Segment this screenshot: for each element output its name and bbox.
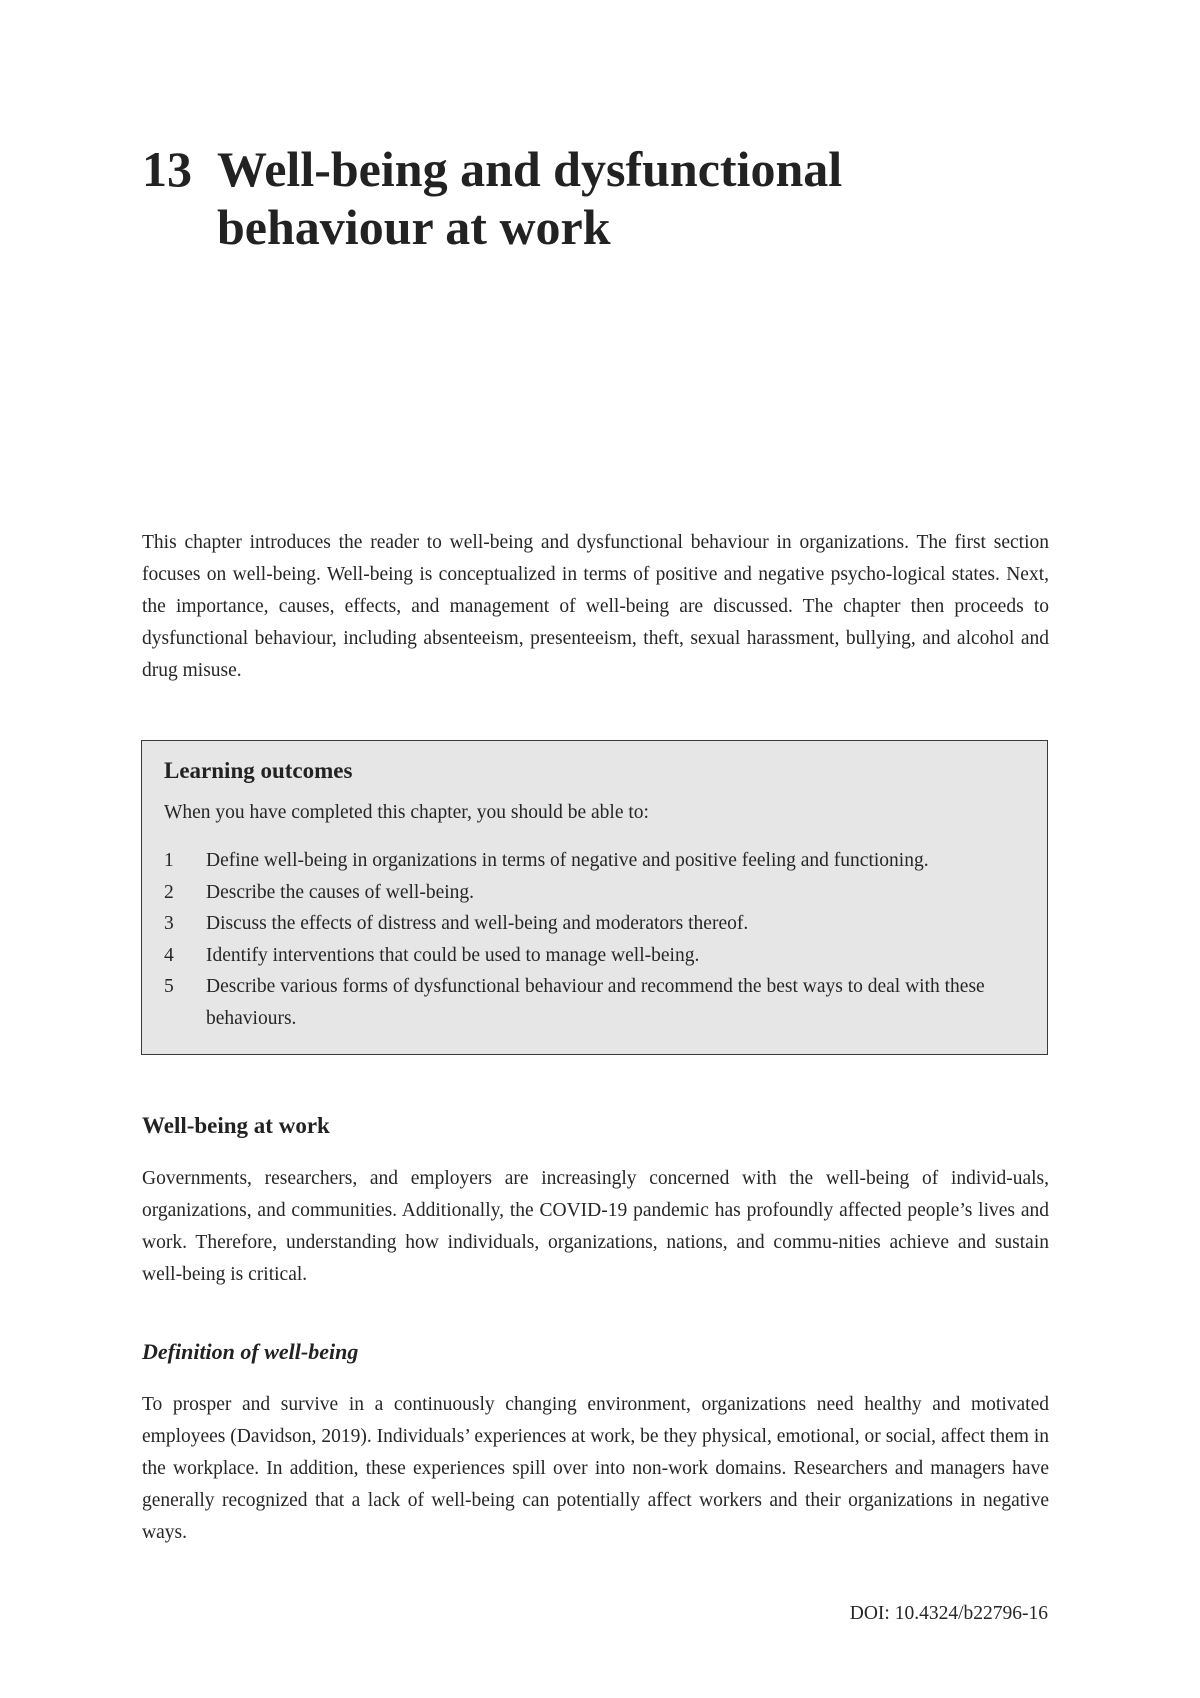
outcome-text: Identify interventions that could be used to manage well-being. <box>206 944 700 966</box>
learning-outcomes-title: Learning outcomes <box>164 758 353 783</box>
learning-outcome-item <box>164 940 1027 972</box>
chapter-number: 13 <box>142 141 192 197</box>
learning-outcome-item <box>164 877 1027 909</box>
learning-outcome-item <box>164 971 1027 1034</box>
outcome-number: 2 <box>164 881 174 903</box>
outcome-number: 3 <box>164 913 174 934</box>
outcome-number: 5 <box>164 976 174 997</box>
learning-outcome-item <box>164 845 1027 877</box>
learning-outcomes-list <box>164 845 1027 1034</box>
learning-outcomes-box <box>141 740 1048 1055</box>
chapter-title: Well-being and dysfunctional behaviour at work <box>217 141 843 255</box>
outcome-text: Define well-being in organizations in terms of negative and positive feeling and functioning. <box>206 850 929 871</box>
outcome-text: Describe various forms of dysfunctional behaviour and recommend the best ways to deal with these behaviours. <box>206 976 985 1029</box>
subsection-paragraph: To prosper and survive in a continuously changing environment, organizations need healthy and motivated employees (Davidson, 2019). Individuals’ experiences at work, be they physical, emotional, or social, affect them in the workplace. In addition, these experiences spill over into non-work domains. Researchers and managers have generally recognized that a lack of well-being can potentially affect workers and their organizations in negative ways. <box>142 1394 1049 1543</box>
learning-outcome-item <box>164 908 1027 940</box>
section-heading: Well-being at work <box>142 1113 330 1138</box>
chapter-heading <box>142 140 1042 256</box>
section-paragraph: Governments, researchers, and employers are increasingly concerned with the well-being of individ-uals, organizations, and communities. Additionally, the COVID-19 pandemic has profoundly affected people’s lives and work. Therefore, understanding how individuals, organizations, nations, and commu-nities achieve and sustain well-being is critical. <box>142 1168 1049 1285</box>
intro-paragraph: This chapter introduces the reader to well-being and dysfunctional behaviour in organizations. The first section focuses on well-being. Well-being is conceptualized in terms of positive and negative psycho-logical states. Next, the importance, causes, effects, and management of well-being are discussed. The chapter then proceeds to dysfunctional behaviour, including absenteeism, presenteeism, theft, sexual harassment, bullying, and alcohol and drug misuse. <box>142 532 1049 681</box>
outcome-number: 4 <box>164 944 174 966</box>
outcome-text: Discuss the effects of distress and well-being and moderators thereof. <box>206 913 749 934</box>
doi-footer: DOI: 10.4324/b22796-16 <box>849 1603 1048 1624</box>
outcome-text: Describe the causes of well-being. <box>206 881 475 903</box>
subsection-heading: Definition of well-being <box>142 1339 359 1364</box>
outcome-number: 1 <box>164 850 174 871</box>
learning-outcomes-intro: When you have completed this chapter, you should be able to: <box>164 802 649 823</box>
